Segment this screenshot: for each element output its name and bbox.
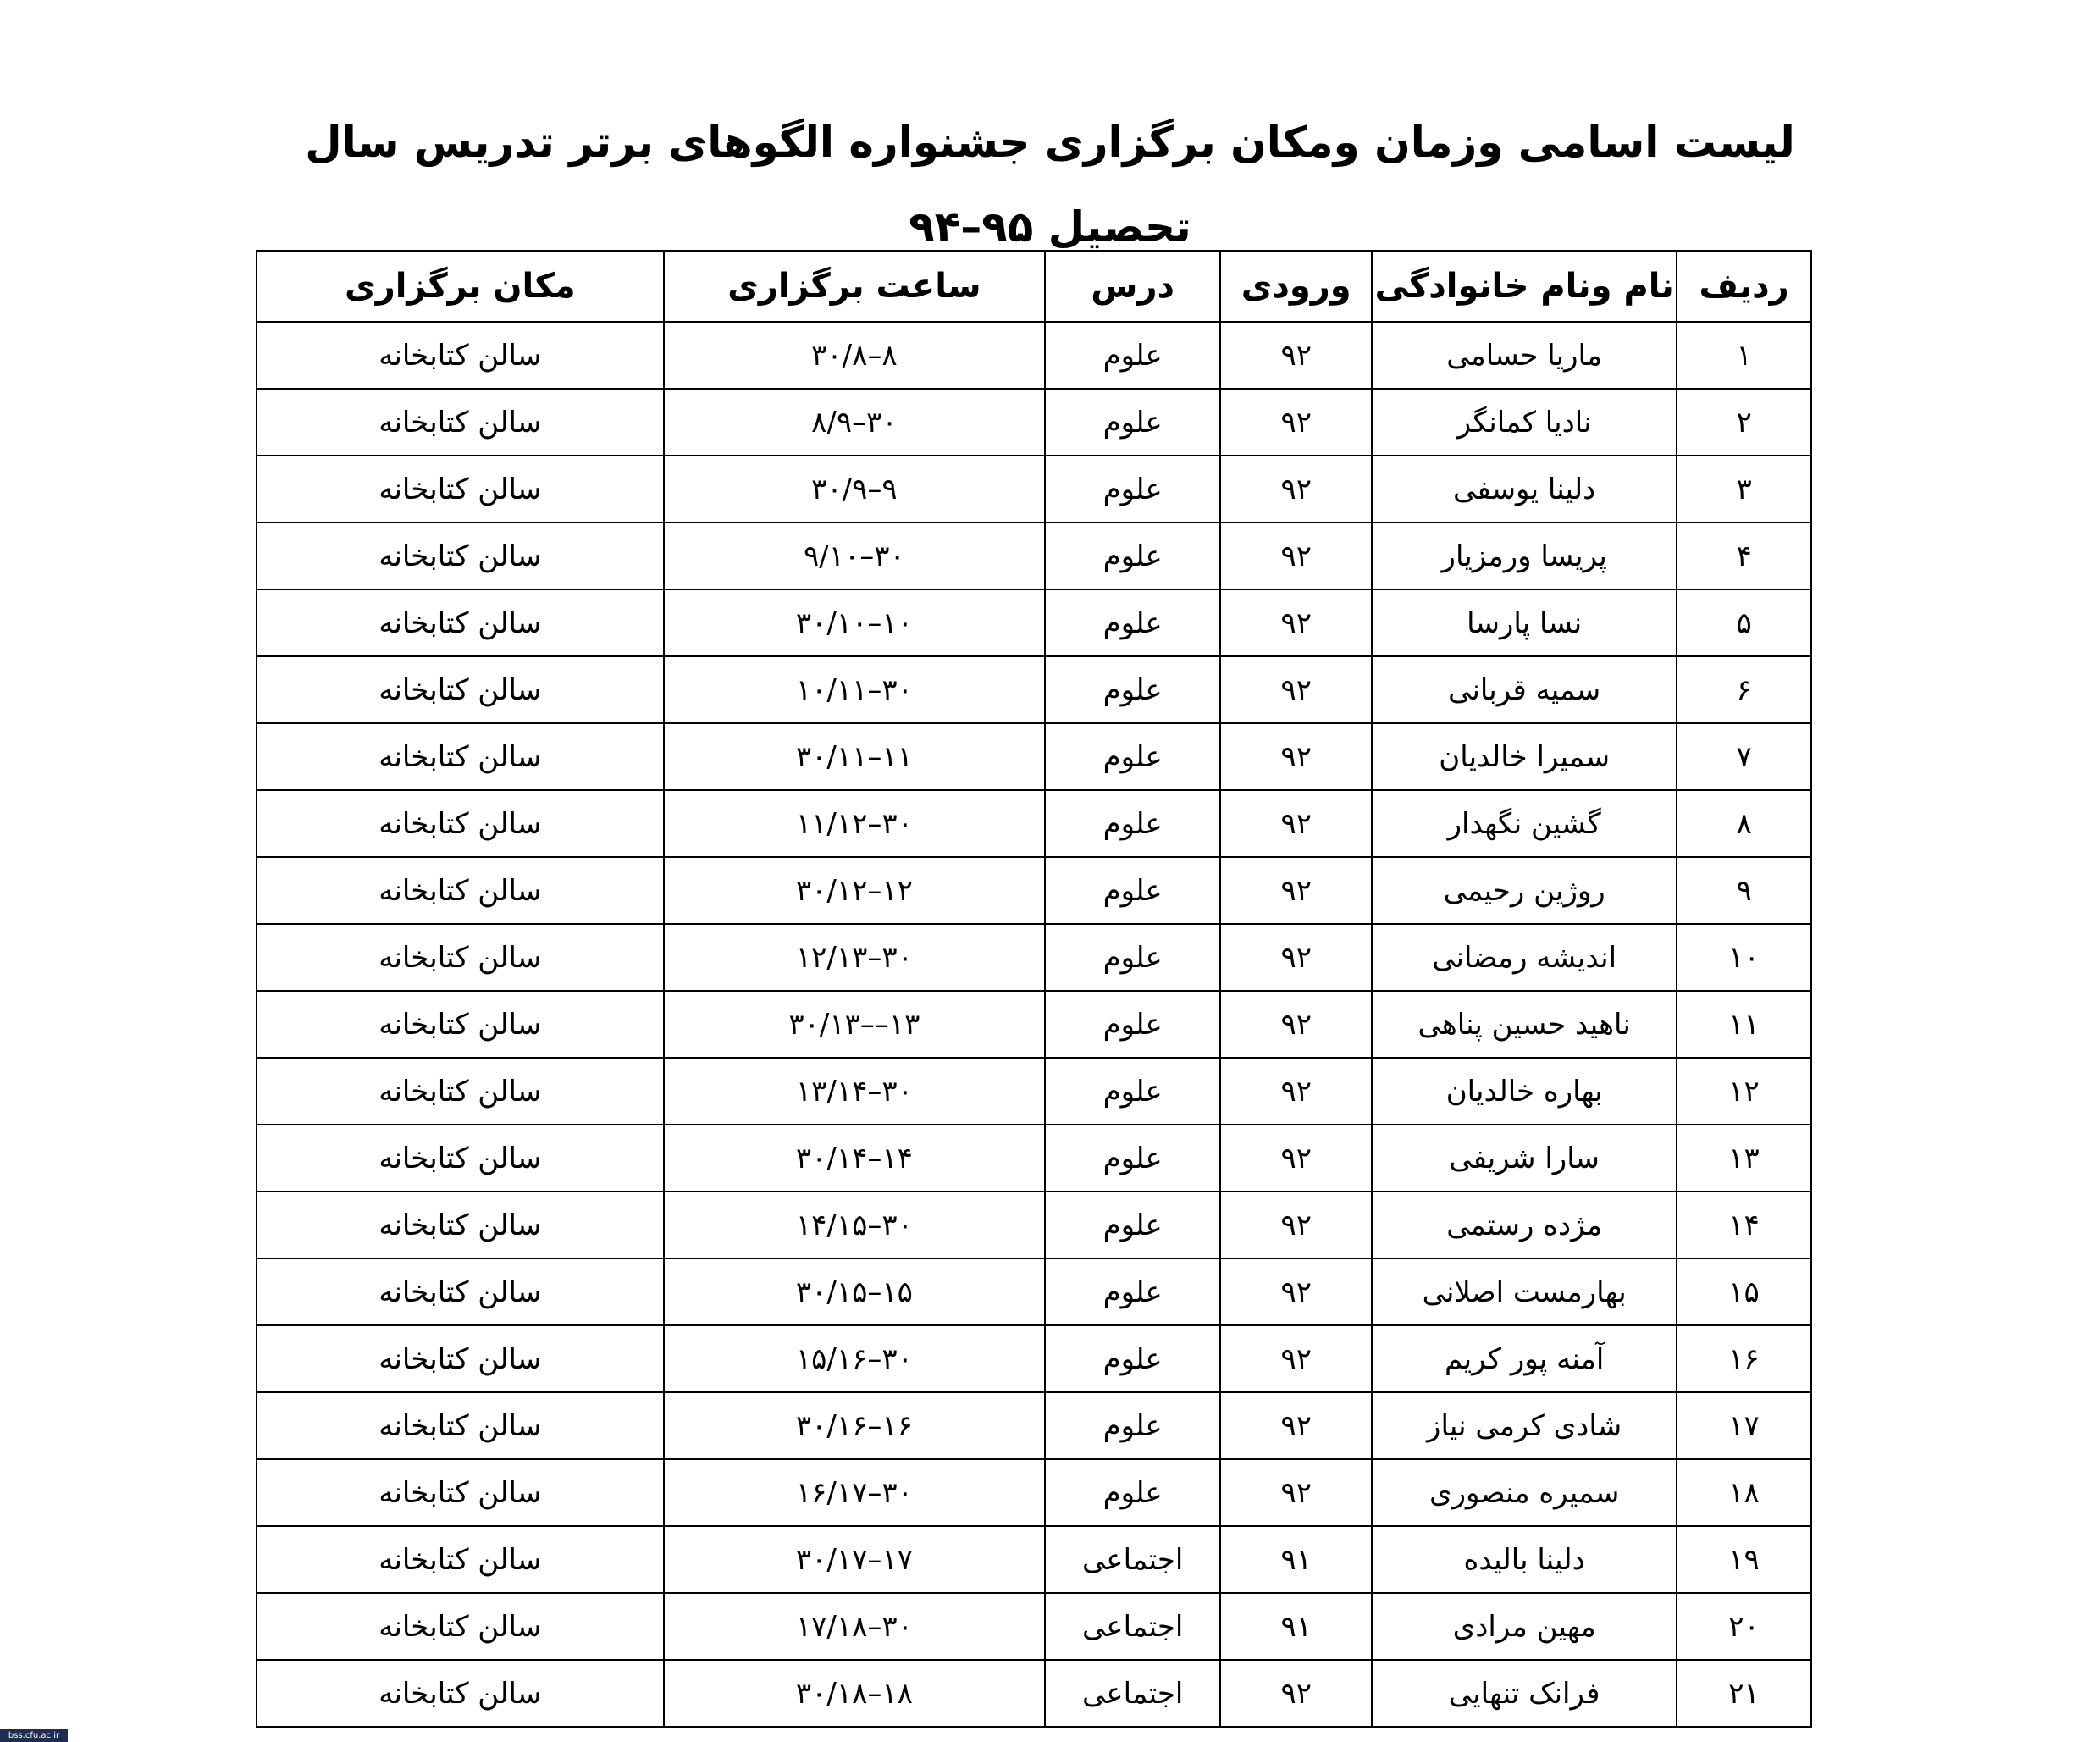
cell-entry-year: ۹۲ [1220,857,1372,924]
table-header-row [257,251,1811,322]
table-row [257,1258,1811,1325]
cell-full-name: روژین رحیمی [1372,857,1677,924]
cell-row-number: ۱۵ [1677,1258,1811,1325]
cell-full-name: ناهید حسین پناهی [1372,991,1677,1058]
cell-subject: علوم [1045,1192,1220,1258]
cell-location: سالن کتابخانه [257,1058,664,1125]
cell-location: سالن کتابخانه [257,1459,664,1526]
cell-full-name: سمیه قربانی [1372,656,1677,723]
cell-subject: علوم [1045,1392,1220,1459]
cell-time: ۳۰/۱۵–۱۵ [664,1258,1045,1325]
cell-full-name: نادیا کمانگر [1372,389,1677,456]
cell-location: سالن کتابخانه [257,723,664,790]
table-row [257,523,1811,589]
cell-time: ۱۲/۱۳–۳۰ [664,924,1045,991]
cell-time: ۳۰/۱۴–۱۴ [664,1125,1045,1192]
cell-location: سالن کتابخانه [257,1258,664,1325]
cell-location: سالن کتابخانه [257,857,664,924]
cell-location: سالن کتابخانه [257,1392,664,1459]
table-row [257,1325,1811,1392]
table-row [257,1125,1811,1192]
table-row [257,991,1811,1058]
cell-row-number: ۱۸ [1677,1459,1811,1526]
table-row [257,1526,1811,1593]
cell-entry-year: ۹۲ [1220,1325,1372,1392]
cell-subject: علوم [1045,389,1220,456]
cell-subject: علوم [1045,589,1220,656]
cell-entry-year: ۹۲ [1220,322,1372,389]
cell-row-number: ۱۱ [1677,991,1811,1058]
cell-full-name: آمنه پور کریم [1372,1325,1677,1392]
cell-row-number: ۱۴ [1677,1192,1811,1258]
cell-time: ۳۰/۸–۸ [664,322,1045,389]
cell-location: سالن کتابخانه [257,1593,664,1660]
cell-time: ۱۰/۱۱–۳۰ [664,656,1045,723]
cell-full-name: دلینا یوسفی [1372,456,1677,523]
cell-row-number: ۱۰ [1677,924,1811,991]
cell-time: ۸/۹–۳۰ [664,389,1045,456]
cell-entry-year: ۹۲ [1220,1459,1372,1526]
header-subject: درس [1045,251,1220,322]
cell-location: سالن کتابخانه [257,456,664,523]
cell-location: سالن کتابخانه [257,1192,664,1258]
cell-subject: اجتماعی [1045,1526,1220,1593]
cell-time: ۳۰/۱۷–۱۷ [664,1526,1045,1593]
cell-row-number: ۷ [1677,723,1811,790]
cell-row-number: ۴ [1677,523,1811,589]
cell-row-number: ۱۶ [1677,1325,1811,1392]
cell-subject: علوم [1045,1125,1220,1192]
cell-location: سالن کتابخانه [257,790,664,857]
cell-location: سالن کتابخانه [257,991,664,1058]
cell-subject: علوم [1045,523,1220,589]
cell-subject: اجتماعی [1045,1593,1220,1660]
table-row [257,1593,1811,1660]
cell-time: ۳۰/۹–۹ [664,456,1045,523]
cell-time: ۳۰/۱۶–۱۶ [664,1392,1045,1459]
cell-entry-year: ۹۲ [1220,991,1372,1058]
cell-row-number: ۱۷ [1677,1392,1811,1459]
table-row [257,857,1811,924]
cell-full-name: پریسا ورمزیار [1372,523,1677,589]
cell-subject: علوم [1045,656,1220,723]
cell-location: سالن کتابخانه [257,1325,664,1392]
cell-entry-year: ۹۲ [1220,924,1372,991]
cell-full-name: مژده رستمی [1372,1192,1677,1258]
table-body [257,322,1811,1727]
table-row [257,456,1811,523]
cell-entry-year: ۹۲ [1220,456,1372,523]
cell-row-number: ۱۳ [1677,1125,1811,1192]
cell-full-name: گشین نگهدار [1372,790,1677,857]
cell-full-name: بهاره خالدیان [1372,1058,1677,1125]
cell-row-number: ۱ [1677,322,1811,389]
cell-row-number: ۲۱ [1677,1660,1811,1727]
cell-entry-year: ۹۲ [1220,1258,1372,1325]
cell-time: ۳۰/۱۳––۱۳ [664,991,1045,1058]
cell-entry-year: ۹۱ [1220,1593,1372,1660]
cell-full-name: سارا شریفی [1372,1125,1677,1192]
cell-location: سالن کتابخانه [257,322,664,389]
cell-full-name: فرانک تنهایی [1372,1660,1677,1727]
cell-location: سالن کتابخانه [257,924,664,991]
cell-row-number: ۱۲ [1677,1058,1811,1125]
cell-entry-year: ۹۲ [1220,1058,1372,1125]
cell-location: سالن کتابخانه [257,389,664,456]
cell-subject: علوم [1045,790,1220,857]
header-row-number: ردیف [1677,251,1811,322]
cell-row-number: ۸ [1677,790,1811,857]
cell-subject: علوم [1045,456,1220,523]
cell-entry-year: ۹۲ [1220,523,1372,589]
cell-row-number: ۹ [1677,857,1811,924]
header-entry-year: ورودی [1220,251,1372,322]
cell-entry-year: ۹۲ [1220,790,1372,857]
cell-row-number: ۱۹ [1677,1526,1811,1593]
cell-full-name: نسا پارسا [1372,589,1677,656]
cell-time: ۱۴/۱۵–۳۰ [664,1192,1045,1258]
cell-entry-year: ۹۲ [1220,1660,1372,1727]
cell-location: سالن کتابخانه [257,1125,664,1192]
cell-time: ۱۶/۱۷–۳۰ [664,1459,1045,1526]
cell-row-number: ۵ [1677,589,1811,656]
cell-full-name: دلینا بالیده [1372,1526,1677,1593]
cell-full-name: بهارمست اصلانی [1372,1258,1677,1325]
cell-subject: علوم [1045,991,1220,1058]
cell-subject: اجتماعی [1045,1660,1220,1727]
table-row [257,1660,1811,1727]
cell-row-number: ۶ [1677,656,1811,723]
cell-full-name: مهین مرادی [1372,1593,1677,1660]
table-row [257,723,1811,790]
cell-full-name: اندیشه رمضانی [1372,924,1677,991]
cell-time: ۳۰/۱۸–۱۸ [664,1660,1045,1727]
table-row [257,656,1811,723]
cell-entry-year: ۹۲ [1220,1125,1372,1192]
table-row [257,790,1811,857]
table-row [257,1459,1811,1526]
cell-time: ۱۳/۱۴–۳۰ [664,1058,1045,1125]
table-row [257,1392,1811,1459]
cell-full-name: شادی کرمی نیاز [1372,1392,1677,1459]
cell-subject: علوم [1045,322,1220,389]
cell-row-number: ۳ [1677,456,1811,523]
header-location: مکان برگزاری [257,251,664,322]
cell-subject: علوم [1045,1058,1220,1125]
cell-time: ۳۰/۱۰–۱۰ [664,589,1045,656]
cell-subject: علوم [1045,1325,1220,1392]
cell-row-number: ۲۰ [1677,1593,1811,1660]
cell-entry-year: ۹۲ [1220,723,1372,790]
table-row [257,924,1811,991]
schedule-table [256,250,1812,1728]
cell-row-number: ۲ [1677,389,1811,456]
cell-time: ۳۰/۱۱–۱۱ [664,723,1045,790]
table-row [257,322,1811,389]
cell-location: سالن کتابخانه [257,523,664,589]
site-watermark: bss.cfu.ac.ir [0,1729,68,1742]
page-title: لیست اسامی وزمان ومکان برگزاری جشنواره الگوهای برتر تدریس سال تحصیل ۹۵–۹۴ [305,118,1795,252]
cell-time: ۹/۱۰–۳۰ [664,523,1045,589]
cell-entry-year: ۹۲ [1220,589,1372,656]
header-full-name: نام ونام خانوادگی [1372,251,1677,322]
cell-entry-year: ۹۲ [1220,1392,1372,1459]
cell-time: ۱۷/۱۸–۳۰ [664,1593,1045,1660]
header-time: ساعت برگزاری [664,251,1045,322]
cell-entry-year: ۹۲ [1220,389,1372,456]
cell-entry-year: ۹۲ [1220,1192,1372,1258]
table-row [257,589,1811,656]
cell-entry-year: ۹۲ [1220,656,1372,723]
table-row [257,1192,1811,1258]
cell-location: سالن کتابخانه [257,1660,664,1727]
cell-subject: علوم [1045,924,1220,991]
cell-time: ۳۰/۱۲–۱۲ [664,857,1045,924]
cell-full-name: سمیره منصوری [1372,1459,1677,1526]
table-row [257,1058,1811,1125]
cell-subject: علوم [1045,1258,1220,1325]
cell-subject: علوم [1045,857,1220,924]
cell-location: سالن کتابخانه [257,656,664,723]
cell-subject: علوم [1045,1459,1220,1526]
cell-subject: علوم [1045,723,1220,790]
cell-time: ۱۵/۱۶–۳۰ [664,1325,1045,1392]
cell-full-name: سمیرا خالدیان [1372,723,1677,790]
cell-entry-year: ۹۱ [1220,1526,1372,1593]
cell-full-name: ماریا حسامی [1372,322,1677,389]
cell-location: سالن کتابخانه [257,589,664,656]
cell-time: ۱۱/۱۲–۳۰ [664,790,1045,857]
cell-location: سالن کتابخانه [257,1526,664,1593]
table-row [257,389,1811,456]
